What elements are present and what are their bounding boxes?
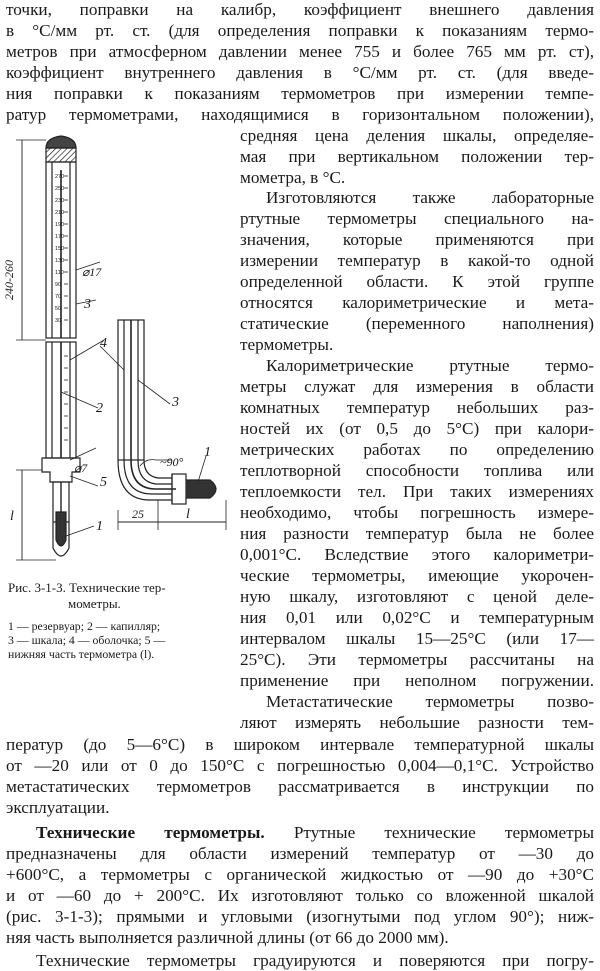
text-line: +600°С, а термометры с органической жидкостью от —90 до +30°С [6,865,594,884]
scale-mark: 190 [55,222,65,228]
text-line: комнатных температур небольших раз- [240,398,594,417]
scale-mark: 170 [55,234,65,240]
dim-diameter-bottom: ⌀7 [74,461,88,475]
text-line: 25°С). Эти термометры рассчитаны на [240,650,594,669]
text-line: ностей их (от 0,5 до 5°С) при калори- [240,419,594,438]
scale-mark: 110 [55,270,64,276]
text-line: значения, которые применяются при [240,230,594,249]
section-first-line-rest: Ртутные технические термометры [293,823,594,842]
dim-angle: ~90° [160,455,184,469]
text-line: ния поправки к показаниям термометров при измерении темпе- [6,84,594,103]
text-line: необходимо, чтобы погрешность измере- [240,503,594,522]
text-line: статические (переменного наполнения) [240,314,594,333]
thermometer-reservoir [56,512,66,546]
text-line: Технические термометры градуируются и поверяются при погру- [36,951,594,970]
section-heading: Технические термометры. [36,823,265,842]
label-2: 2 [96,401,103,416]
text-line: ния разности температур была не более [240,524,594,543]
scale-mark: 270 [55,174,65,180]
text-line: 0,001°С. Вследствие этого калориметри- [240,545,594,564]
text-line: ную шкалу, изготовляют с ценой деле- [240,587,594,606]
scale-mark: 210 [55,210,65,216]
text-line: определенной области. К этой группе [240,272,594,291]
text-line: ния 0,01 или 0,02°С и температурным [240,608,594,627]
thermometer-cap [46,136,76,148]
text-line: метрических работах по определению [240,440,594,459]
text-line: и от —60 до + 200°С. Их изготовляют только со вложенной шкалой [6,886,594,905]
dim-height-label: 240-260 [2,260,16,300]
angled-thermometer-reservoir [186,480,216,498]
text-line: (рис. 3-1-3); прямыми и угловыми (изогнутыми под углом 90°); ниж- [6,907,594,926]
dim-len-right: l [186,507,190,522]
text-line: теплотворной способности топлива или [240,461,594,480]
text-line: точки, поправки на калибр, коэффициент внешнего давления [6,0,594,19]
scale-mark: 230 [55,198,65,204]
dim-offset: 25 [132,507,144,521]
dim-len-left: l [10,509,14,524]
scale-mark: 50 [55,306,62,312]
text-line: ляют измерять небольшие разности тем- [240,713,594,732]
legend-line: 1 — резервуар; 2 — капилляр; [8,619,161,633]
text-line: Метастатические термометры позво- [266,692,594,711]
text-line: эксплуатации. [6,798,110,817]
label-1a: 1 [96,519,103,534]
text-line: метры служат для измерения в области [240,377,594,396]
text-line: метров при атмосферном давлении менее 755 и более 765 мм рт. ст), [6,42,594,61]
text-line: ператур (до 5—6°С) в широком интервале температурной шкалы [6,735,594,754]
text-line: няя часть выполняется различной длины (от 66 до 2000 мм). [6,928,449,947]
text-line: применение при неполном погружении. [240,671,594,690]
scale-mark: 30 [55,318,62,324]
text-line: Калориметрические ртутные термо- [266,356,594,375]
scale-mark: 250 [55,186,65,192]
text-line: в °С/мм рт. ст. (для определения поправки к показаниям термо- [6,21,594,40]
text-line: мая при вертикальном положении тер- [240,147,594,166]
text-line: ческие термометры, имеющие укорочен- [240,566,594,585]
text-line: измерении температур в какой-то одной [240,251,594,270]
scale-mark: 130 [55,258,65,264]
dim-diameter-top: ⌀17 [82,265,102,279]
label-3b: 3 [172,395,179,410]
text-line: теплоемкости тел. При таких измерениях [240,482,594,501]
section-first-line [36,823,594,843]
label-4: 4 [100,336,107,351]
scale-mark: 90 [55,282,62,288]
text-line: мометра, в °С. [240,168,346,187]
scale-mark: 150 [55,246,65,252]
text-line: коэффициент внутреннего давления в °С/мм рт. ст. (для введе- [6,63,594,82]
caption-line: мометры. [68,596,121,611]
text-line: интервалом шкалы 15—25°С (или 17— [240,629,594,648]
figure-thermometers [0,0,240,580]
text-line: предназначены для области измерений температур от —30 до [6,844,594,863]
legend-line: 3 — шкала; 4 — оболочка; 5 — [8,633,166,647]
scale-mark: 70 [55,294,62,300]
thermometer-head-hatched [46,148,76,162]
text-line: ратур термометрами, находящимися в горизонтальном положении), [6,105,594,124]
text-line: метастатических термометров рассматривается в инструкции по [6,777,594,796]
label-3a: 3 [84,297,91,312]
legend-line: нижняя часть термометра (l). [8,647,155,661]
text-line: термометры. [240,335,334,354]
text-line: относятся калориметрические и мета- [240,293,594,312]
caption-line: Рис. 3-1-3. Технические тер- [8,580,166,595]
text-line: Изготовляются также лабораторные [266,188,594,207]
text-line: средняя цена деления шкалы, определяе- [240,126,594,145]
text-line: ртутные термометры специального на- [240,209,594,228]
text-line: от —20 или от 0 до 150°С с погрешностью 0,004—0,1°С. Устройство [6,756,594,775]
label-5: 5 [100,475,107,490]
label-1b: 1 [204,445,211,460]
